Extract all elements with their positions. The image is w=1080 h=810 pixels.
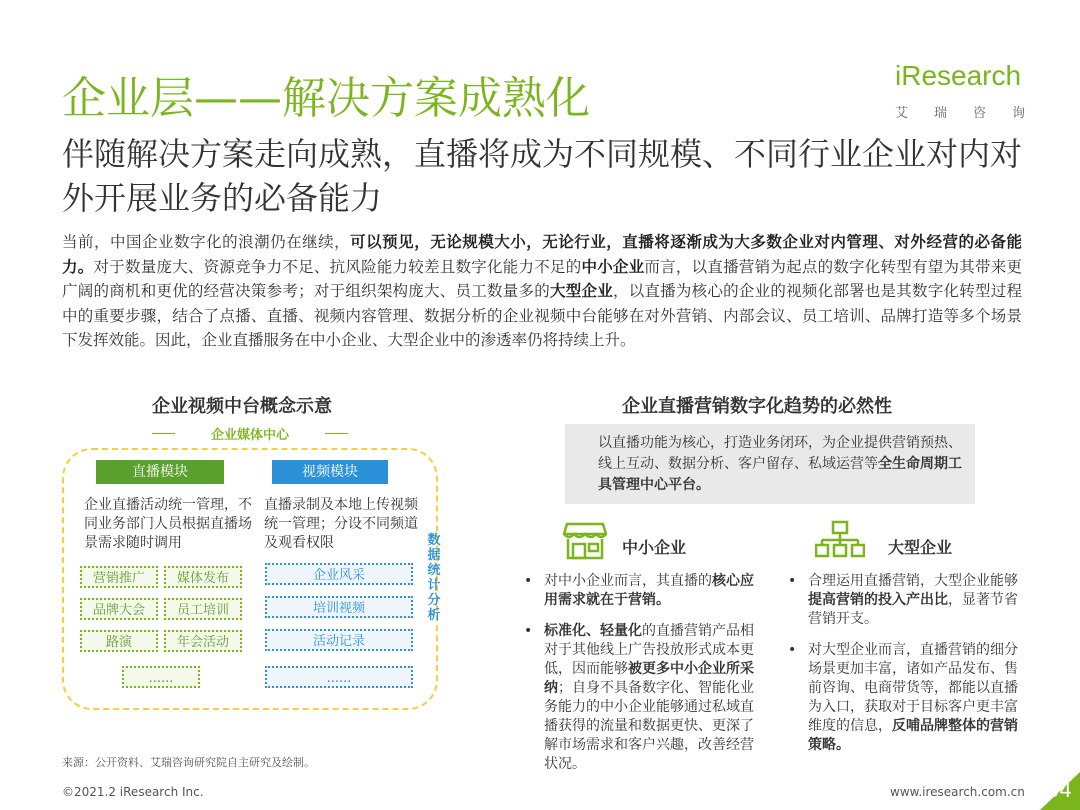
page-number-badge (1040, 772, 1080, 810)
large-enterprise-bullets (786, 572, 1024, 765)
tag-corporate-style: 企业风采 (265, 563, 413, 585)
tag-annual-event: 年会活动 (164, 630, 242, 652)
logo-text: iResearch (895, 60, 1022, 91)
website-url: www.iresearch.com.cn (890, 785, 1025, 799)
live-module-label: 直播模块 (96, 460, 224, 484)
intro-paragraph: 当前，中国企业数字化的浪潮仍在继续，可以预见，无论规模大小，无论行业，直播将逐渐成为大多数企业对内管理、对外经营的必备能力。对于数量庞大、资源竞争力不足、抗风险能力较差且数字化能力不足的中小企业而言，以直播营销为起点的数字化转型有望为其带来更广阔的商机和更优的经营决策参考；对于组织架构庞大、员工数量多的大型企业，以直播为核心的企业的视频化部署也是其数字化转型过程中的重要步骤，结合了点播、直播、视频内容管理、数据分析的企业视频中台能够在对外营销、内部会议、员工培训、品牌打造等多个场景下发挥效能。因此，企业直播服务在中小企业、大型企业中的渗透率仍将持续上升。 (62, 233, 1022, 349)
copyright: ©2021.2 iResearch Inc. (62, 785, 204, 799)
tag-staff-training: 员工培训 (164, 598, 242, 620)
tag-training-video: 培训视频 (265, 596, 413, 618)
data-analysis-label: 数据统计分析 (427, 533, 441, 623)
list-item: • 对中小企业而言，其直播的核心应用需求就在于营销。 (522, 572, 760, 610)
media-center-label: 企业媒体中心 (175, 424, 325, 443)
list-item: • 对大型企业而言，直播营销的细分场景更加丰富，诸如产品发布、售前咨询、电商带货等，都能以直播为入口，获取对于目标客户更丰富维度的信息，反哺品牌整体的营销策略。 (786, 641, 1024, 755)
iresearch-logo (895, 60, 1025, 124)
tag-more: ...... (122, 666, 200, 688)
tag-more-video: ...... (265, 666, 413, 688)
tag-media-release: 媒体发布 (164, 566, 242, 588)
sme-bullets (522, 572, 760, 784)
trend-title: 企业直播营销数字化趋势的必然性 (622, 396, 892, 417)
page-number: 34 (1046, 778, 1072, 802)
diagram-title: 企业视频中台概念示意 (152, 396, 332, 417)
tag-event-record: 活动记录 (265, 629, 413, 651)
list-item: • 合理运用直播营销，大型企业能够提高营销的投入产出比，显著节省营销开支。 (786, 572, 1024, 629)
video-module-desc: 直播录制及本地上传视频统一管理；分设不同频道及观看权限 (264, 497, 418, 551)
tag-brand-conference: 品牌大会 (80, 598, 158, 620)
tag-roadshow: 路演 (80, 630, 158, 652)
video-module-label: 视频模块 (272, 460, 388, 484)
sme-title: 中小企业 (622, 538, 687, 557)
page-subtitle: 伴随解决方案走向成熟，直播将成为不同规模、不同行业企业对内对外开展业务的必备能力 (62, 135, 1023, 217)
shop-icon (563, 520, 607, 560)
org-chart-icon (815, 520, 865, 558)
list-item: • 标准化、轻量化的直播营销产品相对于其他线上广告投放形式成本更低，因而能够被更多中小企业所采纳；自身不具备数字化、智能化业务能力的中小企业能够通过私域直播获得的流量和数据更快、更深了解市场需求和客户兴趣，改善经营状况。 (522, 622, 760, 774)
tag-marketing: 营销推广 (80, 566, 158, 588)
logo-subtext: 艾 瑞 咨 询 (895, 106, 1025, 121)
callout-text: 以直播功能为核心，打造业务闭环，为企业提供营销预热、线上互动、数据分析、客户留存、私域运营等全生命周期工具管理中心平台。 (598, 435, 962, 493)
page-title: 企业层——解决方案成熟化 (62, 73, 590, 124)
source-note: 来源：公开资料、艾瑞咨询研究院自主研究及绘制。 (62, 756, 315, 769)
large-enterprise-title: 大型企业 (888, 538, 953, 557)
live-module-desc: 企业直播活动统一管理，不同业务部门人员根据直播场景需求随时调用 (84, 497, 252, 551)
